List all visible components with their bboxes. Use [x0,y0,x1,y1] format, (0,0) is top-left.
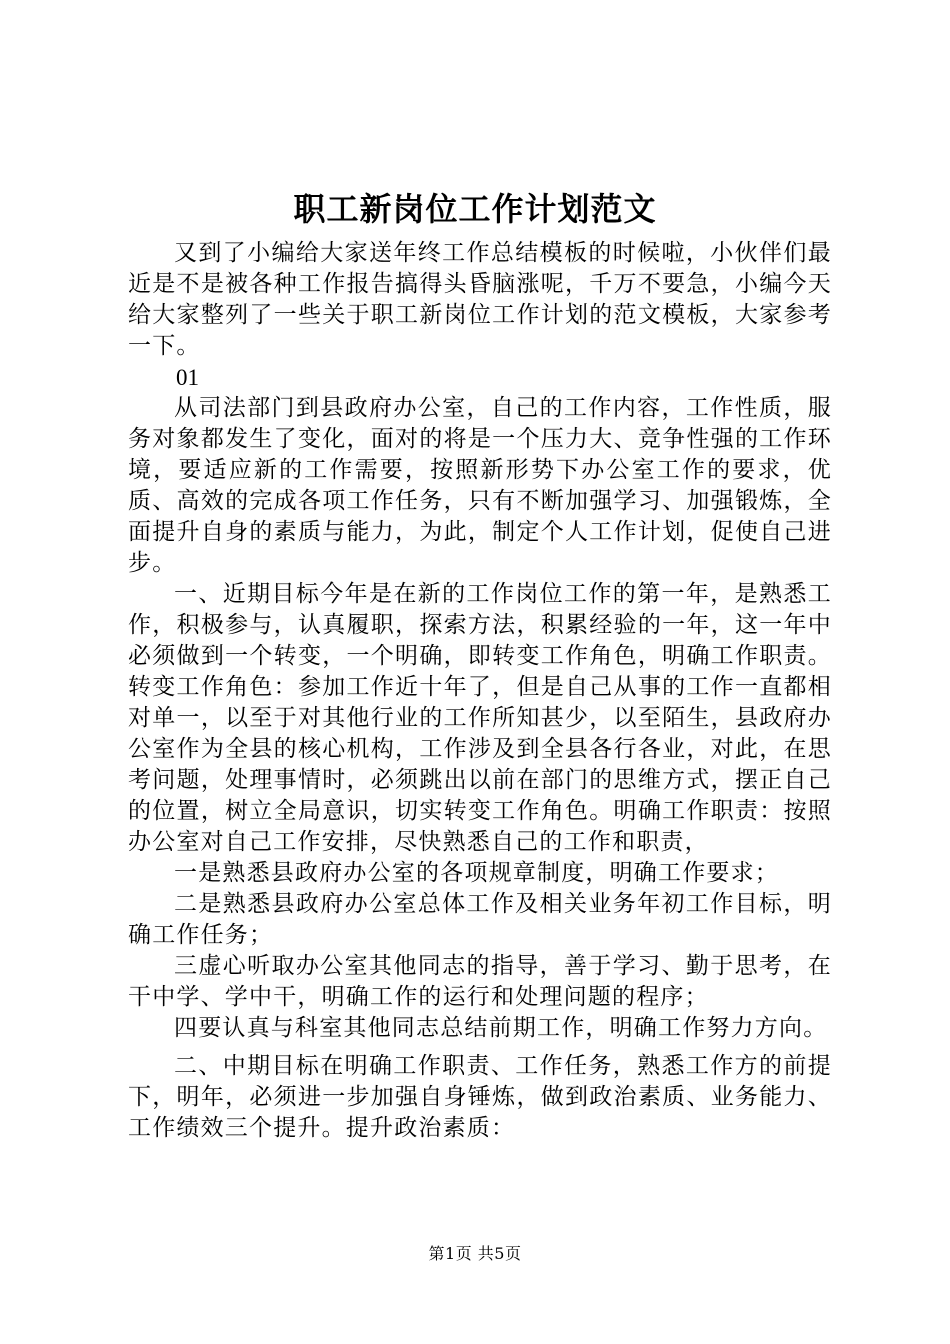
paragraph-item-one: 一是熟悉县政府办公室的各项规章制度，明确工作要求； [174,860,779,886]
paragraph-item-three: 三虚心听取办公室其他同志的指导，善于学习、勤于思考，在干中学、学中干，明确工作的运行和处理问题的程序； [128,953,832,1010]
paragraph-mid-term-goal: 二、中期目标在明确工作职责、工作任务，熟悉工作方的前提下，明年，必须进一步加强自身锤炼，做到政治素质、业务能力、工作绩效三个提升。提升政治素质： [128,1053,832,1141]
paragraph-short-term-goal: 一、近期目标今年是在新的工作岗位工作的第一年，是熟悉工作，积极参与，认真履职，探索方法，积累经验的一年，这一年中必须做到一个转变，一个明确，即转变工作角色，明确工作职责。转变工作角色：参加工作近十年了，但是自己从事的工作一直都相对单一，以至于对其他行业的工作所知甚少，以至陌生，县政府办公室作为全县的核心机构，工作涉及到全县各行各业，对此，在思考问题，处理事情时，必须跳出以前在部门的思维方式，摆正自己的位置，树立全局意识，切实转变工作角色。明确工作职责：按照办公室对自己工作安排，尽快熟悉自己的工作和职责， [128,581,832,855]
document-body [128,238,832,1144]
page-footer: 第1页 共5页 [428,1244,522,1263]
paragraph-background: 从司法部门到县政府办公室，自己的工作内容，工作性质，服务对象都发生了变化，面对的将是一个压力大、竞争性强的工作环境，要适应新的工作需要，按照新形势下办公室工作的要求，优质、高效的完成各项工作任务，只有不断加强学习、加强锻炼，全面提升自身的素质与能力，为此，制定个人工作计划，促使自己进步。 [128,395,832,576]
document-title: 职工新岗位工作计划范文 [293,190,657,228]
paragraph-item-two: 二是熟悉县政府办公室总体工作及相关业务年初工作目标，明确工作任务； [128,891,832,948]
paragraph-intro: 又到了小编给大家送年终工作总结模板的时候啦，小伙伴们最近是不是被各种工作报告搞得头昏脑涨呢，千万不要急，小编今天给大家整列了一些关于职工新岗位工作计划的范文模板，大家参考一下。 [128,240,832,359]
paragraph-item-four: 四要认真与科室其他同志总结前期工作，明确工作努力方向。 [174,1015,828,1041]
section-number: 01 [176,365,199,390]
